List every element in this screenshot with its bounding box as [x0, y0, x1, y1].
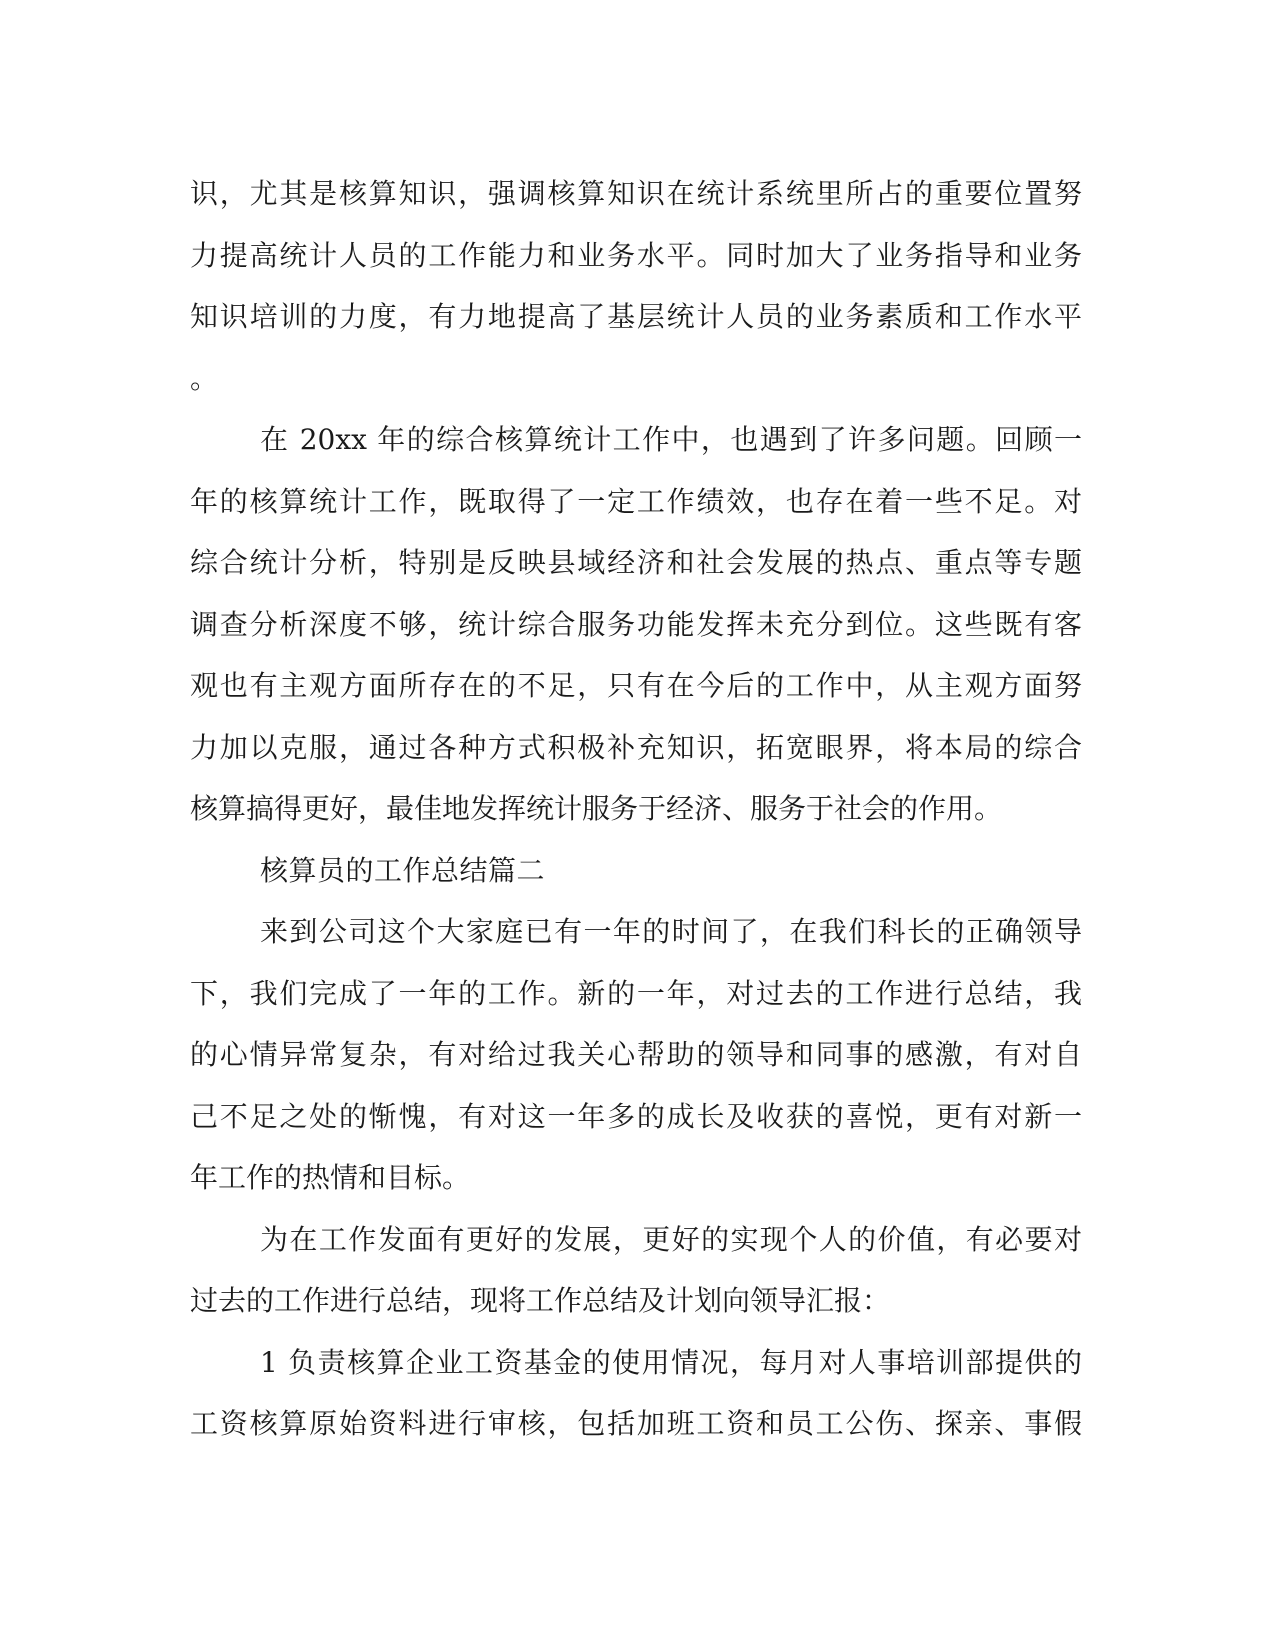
paragraph-first-line: 1 负责核算企业工资基金的使用情况，每月对人事培训部提供的 — [260, 1345, 1082, 1379]
paragraph-first-line: 来到公司这个大家庭已有一年的时间了，在我们科长的正确领导 — [260, 915, 1082, 948]
text-line: 知识培训的力度，有力地提高了基层统计人员的业务素质和工作水平 — [190, 300, 1082, 333]
text-line: 识，尤其是核算知识，强调核算知识在统计系统里所占的重要位置努 — [190, 177, 1082, 210]
paragraph-first-line: 为在工作发面有更好的发展，更好的实现个人的价值，有必要对 — [260, 1222, 1082, 1256]
text-line: 观也有主观方面所存在的不足，只有在今后的工作中，从主观方面努 — [190, 669, 1082, 702]
text-line: 年工作的热情和目标。 — [190, 1161, 471, 1194]
text-line: 力加以克服，通过各种方式积极补充知识，拓宽眼界，将本局的综合 — [190, 730, 1082, 764]
text-line: 力提高统计人员的工作能力和业务水平。同时加大了业务指导和业务 — [190, 238, 1082, 272]
paragraph-first-line: 在 20xx 年的综合核算统计工作中，也遇到了许多问题。回顾一 — [260, 423, 1082, 456]
text-line: 工资核算原始资料进行审核，包括加班工资和员工公伤、探亲、事假 — [190, 1407, 1082, 1440]
text-line: 核算搞得更好，最佳地发挥统计服务于经济、服务于社会的作用。 — [190, 792, 1003, 825]
text-line: 。 — [190, 361, 219, 395]
text-line: 综合统计分析，特别是反映县域经济和社会发展的热点、重点等专题 — [190, 546, 1082, 579]
text-line: 调查分析深度不够，统计综合服务功能发挥未充分到位。这些既有客 — [190, 607, 1082, 641]
text-line: 下，我们完成了一年的工作。新的一年，对过去的工作进行总结，我 — [190, 976, 1082, 1010]
section-heading: 核算员的工作总结篇二 — [260, 853, 546, 887]
document-body — [190, 163, 1082, 1455]
text-line: 年的核算统计工作，既取得了一定工作绩效，也存在着一些不足。对 — [190, 484, 1082, 518]
text-line: 己不足之处的惭愧，有对这一年多的成长及收获的喜悦，更有对新一 — [190, 1099, 1082, 1133]
text-line: 的心情异常复杂，有对给过我关心帮助的领导和同事的感激，有对自 — [190, 1038, 1082, 1071]
text-line: 过去的工作进行总结，现将工作总结及计划向领导汇报： — [190, 1284, 891, 1317]
